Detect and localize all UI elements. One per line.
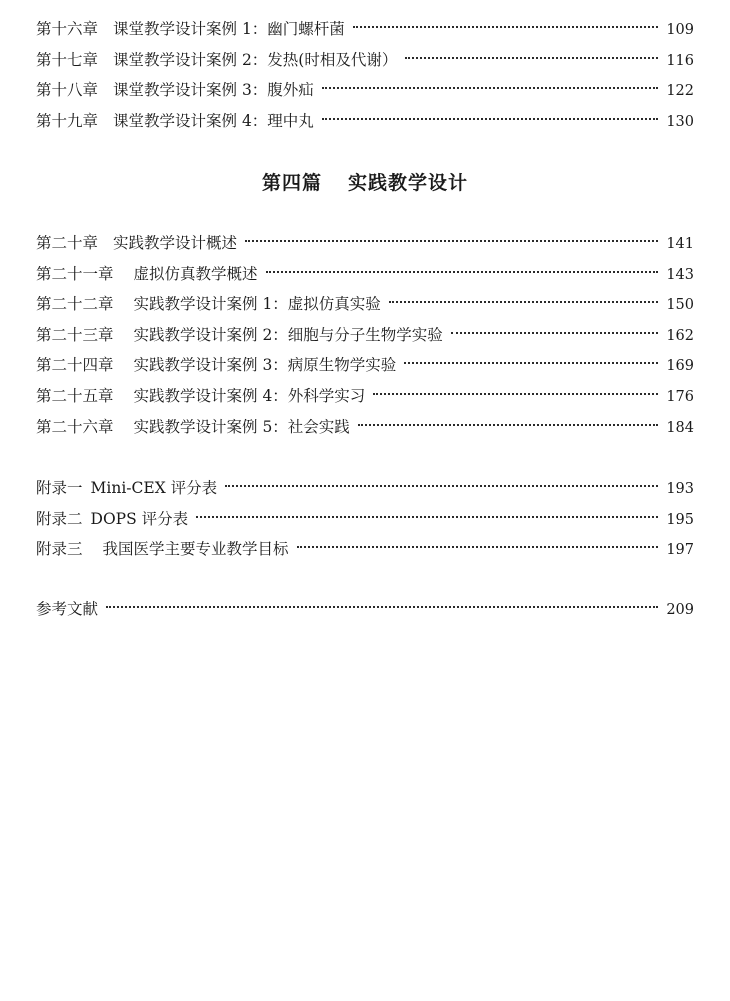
chapter-title: 课堂教学设计案例 4：理中丸 (113, 111, 314, 130)
toc-entry-appendix-1[interactable] (36, 473, 694, 504)
toc-entry-ch24[interactable] (36, 350, 694, 381)
dot-leader (245, 240, 658, 242)
page-number: 197 (666, 542, 694, 559)
dot-leader (389, 301, 658, 303)
dot-leader (373, 393, 658, 395)
dot-leader (404, 362, 658, 364)
chapter-title: 课堂教学设计案例 2：发热(时相及代谢） (113, 50, 398, 69)
toc-entry-ch25[interactable] (36, 381, 694, 412)
toc-entry-ch26[interactable] (36, 412, 694, 443)
dot-leader (106, 606, 658, 608)
appendix-title: 我国医学主要专业教学目标 (102, 540, 289, 559)
chapter-number: 第十七章 (36, 50, 99, 69)
page-number: 193 (666, 481, 694, 497)
appendix-entries (36, 473, 694, 565)
toc-entry-ch18[interactable] (36, 75, 694, 106)
chapter-number: 第十六章 (36, 20, 99, 38)
page-number: 195 (666, 511, 694, 528)
chapter-number: 第二十一章 (36, 264, 114, 283)
appendix-number: 附录三 (36, 540, 83, 559)
part-title: 实践教学设计 (348, 172, 469, 194)
toc-entry-references[interactable] (36, 594, 694, 625)
chapter-number: 第二十四章 (36, 356, 114, 375)
page-number: 169 (666, 358, 694, 375)
chapter-number: 第十九章 (36, 111, 99, 130)
dot-leader (353, 26, 658, 28)
toc-entry-ch17[interactable] (36, 45, 694, 76)
appendix-title: DOPS 评分表 (90, 509, 189, 528)
page-number: 116 (666, 52, 694, 69)
dot-leader (196, 516, 658, 518)
references-title: 参考文献 (36, 600, 99, 618)
dot-leader (322, 118, 658, 120)
toc-entry-ch20[interactable] (36, 228, 694, 259)
page-number: 143 (666, 266, 694, 283)
dot-leader (358, 424, 658, 426)
toc-entry-ch19[interactable] (36, 106, 694, 137)
part3-entries (36, 14, 694, 136)
chapter-title: 实践教学设计案例 2：细胞与分子生物学实验 (133, 325, 443, 344)
chapter-title: 虚拟仿真教学概述 (133, 264, 258, 283)
chapter-number: 第二十六章 (36, 417, 114, 436)
dot-leader (297, 546, 658, 548)
chapter-number: 第二十二章 (36, 295, 114, 314)
chapter-title: 实践教学设计案例 3：病原生物学实验 (133, 356, 397, 375)
appendix-title: Mini-CEX 评分表 (90, 479, 218, 497)
chapter-title: 实践教学设计案例 4：外科学实习 (133, 386, 366, 405)
references-entry-group (36, 594, 694, 625)
toc-entry-appendix-2[interactable] (36, 504, 694, 535)
toc-entry-ch16[interactable] (36, 14, 694, 45)
appendix-number: 附录二 (36, 509, 83, 528)
chapter-number: 第二十三章 (36, 325, 114, 344)
toc-entry-ch23[interactable] (36, 320, 694, 351)
dot-leader (266, 271, 658, 273)
chapter-title: 课堂教学设计案例 1：幽门螺杆菌 (113, 20, 345, 38)
toc-entry-appendix-3[interactable] (36, 534, 694, 565)
chapter-title: 实践教学设计概述 (113, 234, 238, 252)
page-number: 184 (666, 419, 694, 436)
appendix-number: 附录一 (36, 479, 83, 497)
page-number: 122 (666, 83, 694, 100)
toc-entry-ch21[interactable] (36, 259, 694, 290)
toc-entry-ch22[interactable] (36, 289, 694, 320)
page-number: 209 (666, 602, 694, 618)
page-number: 130 (666, 113, 694, 130)
chapter-number: 第十八章 (36, 81, 99, 100)
part4-entries (36, 228, 694, 442)
chapter-number: 第二十章 (36, 234, 99, 252)
dot-leader (451, 332, 658, 334)
page-number: 176 (666, 388, 694, 405)
chapter-number: 第二十五章 (36, 386, 114, 405)
page-number: 162 (666, 327, 694, 344)
dot-leader (225, 485, 658, 487)
page-number: 150 (666, 297, 694, 314)
chapter-title: 实践教学设计案例 1：虚拟仿真实验 (133, 295, 381, 314)
part-label: 第四篇 (261, 172, 322, 194)
dot-leader (405, 57, 658, 59)
page-number: 109 (666, 22, 694, 38)
chapter-title: 实践教学设计案例 5：社会实践 (133, 417, 350, 436)
chapter-title: 课堂教学设计案例 3：腹外疝 (113, 81, 314, 100)
page-number: 141 (666, 236, 694, 252)
dot-leader (322, 87, 658, 89)
part-heading (0, 168, 730, 195)
